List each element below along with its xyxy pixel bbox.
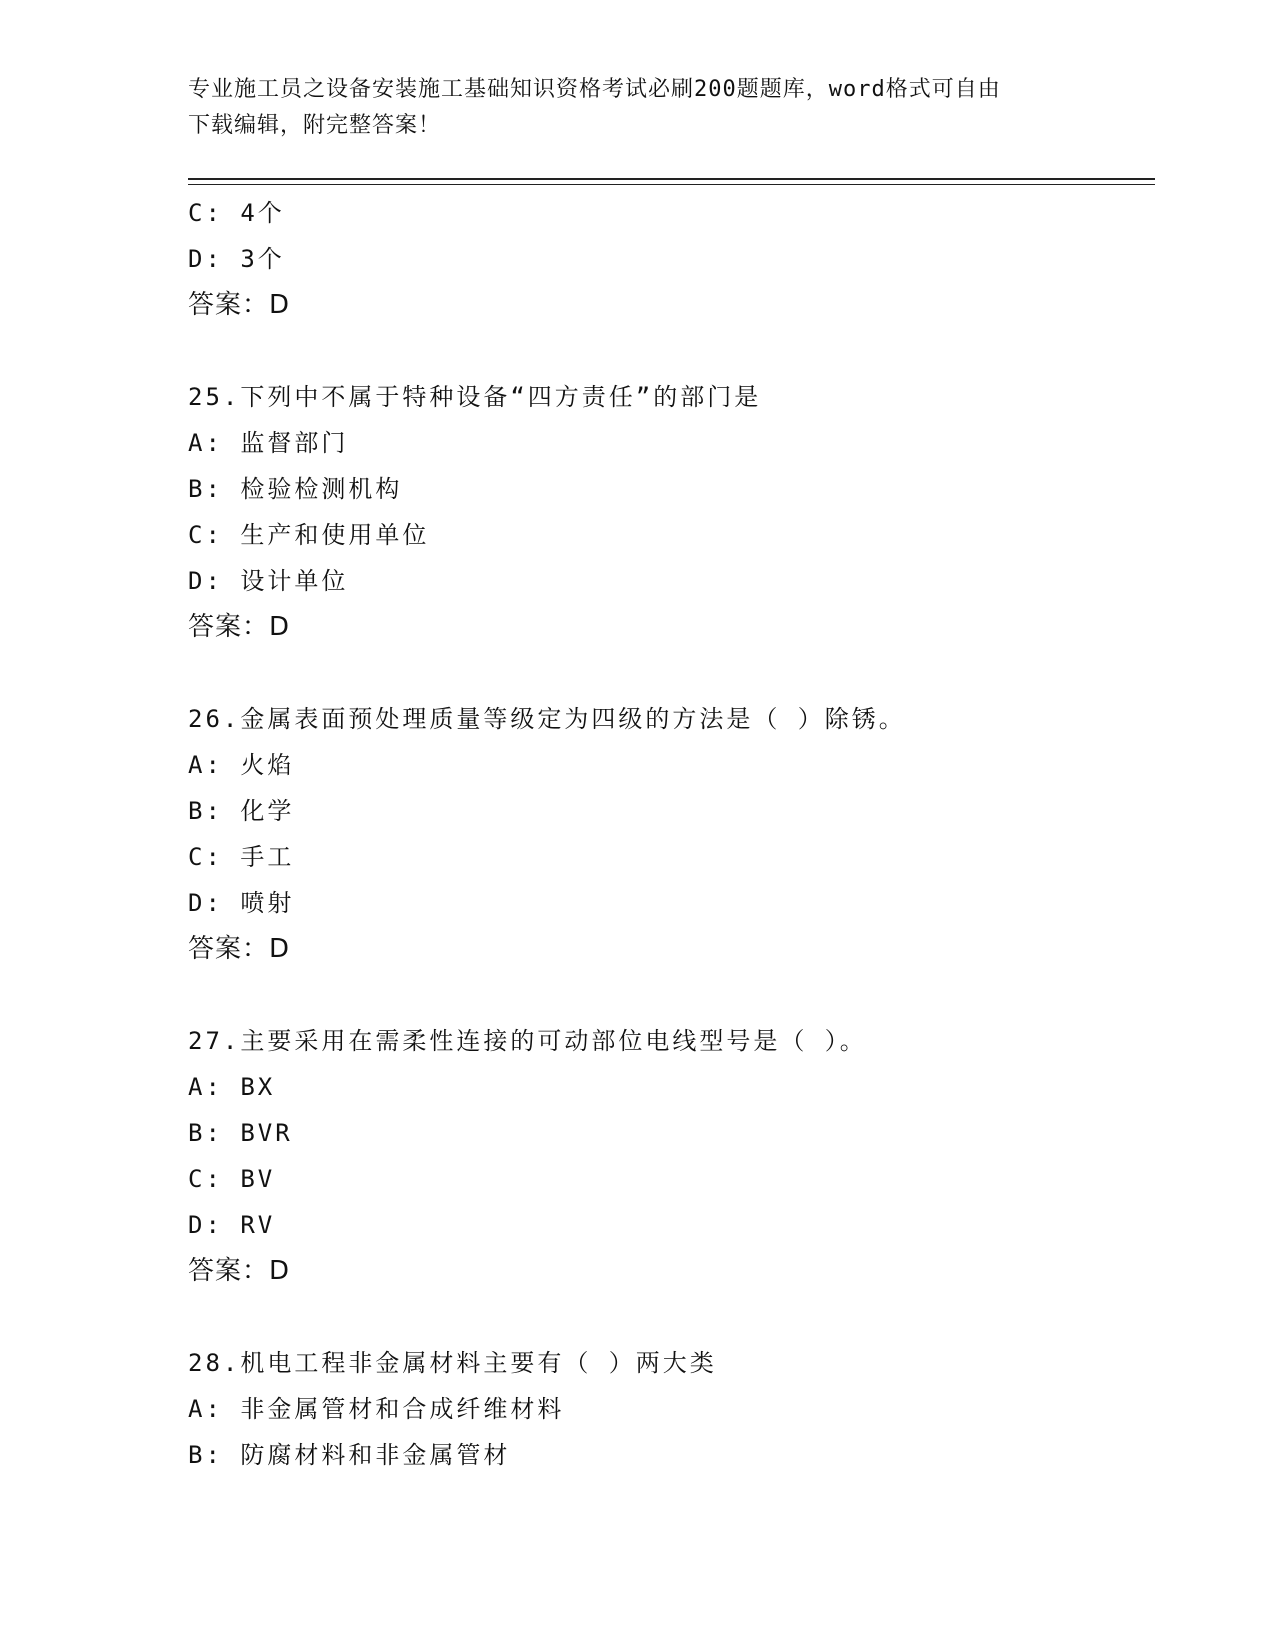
option-d: D: 设计单位 <box>188 567 349 595</box>
prev-question-block <box>188 190 1148 328</box>
question-stem: 27.主要采用在需柔性连接的可动部位电线型号是（ ）。 <box>188 1027 867 1055</box>
option-d: D: 喷射 <box>188 889 295 917</box>
question-list <box>188 190 1148 1478</box>
header-divider <box>188 178 1155 185</box>
option-c: C: 生产和使用单位 <box>188 521 430 549</box>
spacer <box>188 328 1148 374</box>
spacer <box>188 972 1148 1018</box>
option-a: A: 监督部门 <box>188 429 349 457</box>
question-block-25 <box>188 374 1148 650</box>
option-a: A: 火焰 <box>188 751 295 779</box>
option-c: C: BV <box>188 1165 276 1193</box>
header-title-line-1: 专业施工员之设备安装施工基础知识资格考试必刷200题题库，word格式可自由 <box>188 77 1001 102</box>
header-title-line-2: 下载编辑，附完整答案！ <box>188 113 442 138</box>
option-c: C: 手工 <box>188 843 295 871</box>
answer-line: 答案：D <box>188 612 291 642</box>
spacer <box>188 1294 1148 1340</box>
question-stem: 25.下列中不属于特种设备“四方责任”的部门是 <box>188 383 762 411</box>
option-b: B: BVR <box>188 1119 293 1147</box>
question-block-27 <box>188 1018 1148 1294</box>
question-block-26 <box>188 696 1148 972</box>
spacer <box>188 650 1148 696</box>
answer-line: 答案：D <box>188 290 291 320</box>
option-b: B: 检验检测机构 <box>188 475 403 503</box>
answer-line: 答案：D <box>188 1256 291 1286</box>
option-d: D: RV <box>188 1211 276 1239</box>
document-header <box>188 72 1088 144</box>
question-block-28 <box>188 1340 1148 1478</box>
answer-line: 答案：D <box>188 934 291 964</box>
option-a: A: BX <box>188 1073 276 1101</box>
option-a: A: 非金属管材和合成纤维材料 <box>188 1395 565 1423</box>
option-c: C: 4个 <box>188 199 285 227</box>
question-stem: 26.金属表面预处理质量等级定为四级的方法是（ ）除锈。 <box>188 705 906 733</box>
option-b: B: 防腐材料和非金属管材 <box>188 1441 511 1469</box>
option-b: B: 化学 <box>188 797 295 825</box>
question-stem: 28.机电工程非金属材料主要有（ ）两大类 <box>188 1349 717 1377</box>
option-d: D: 3个 <box>188 245 285 273</box>
